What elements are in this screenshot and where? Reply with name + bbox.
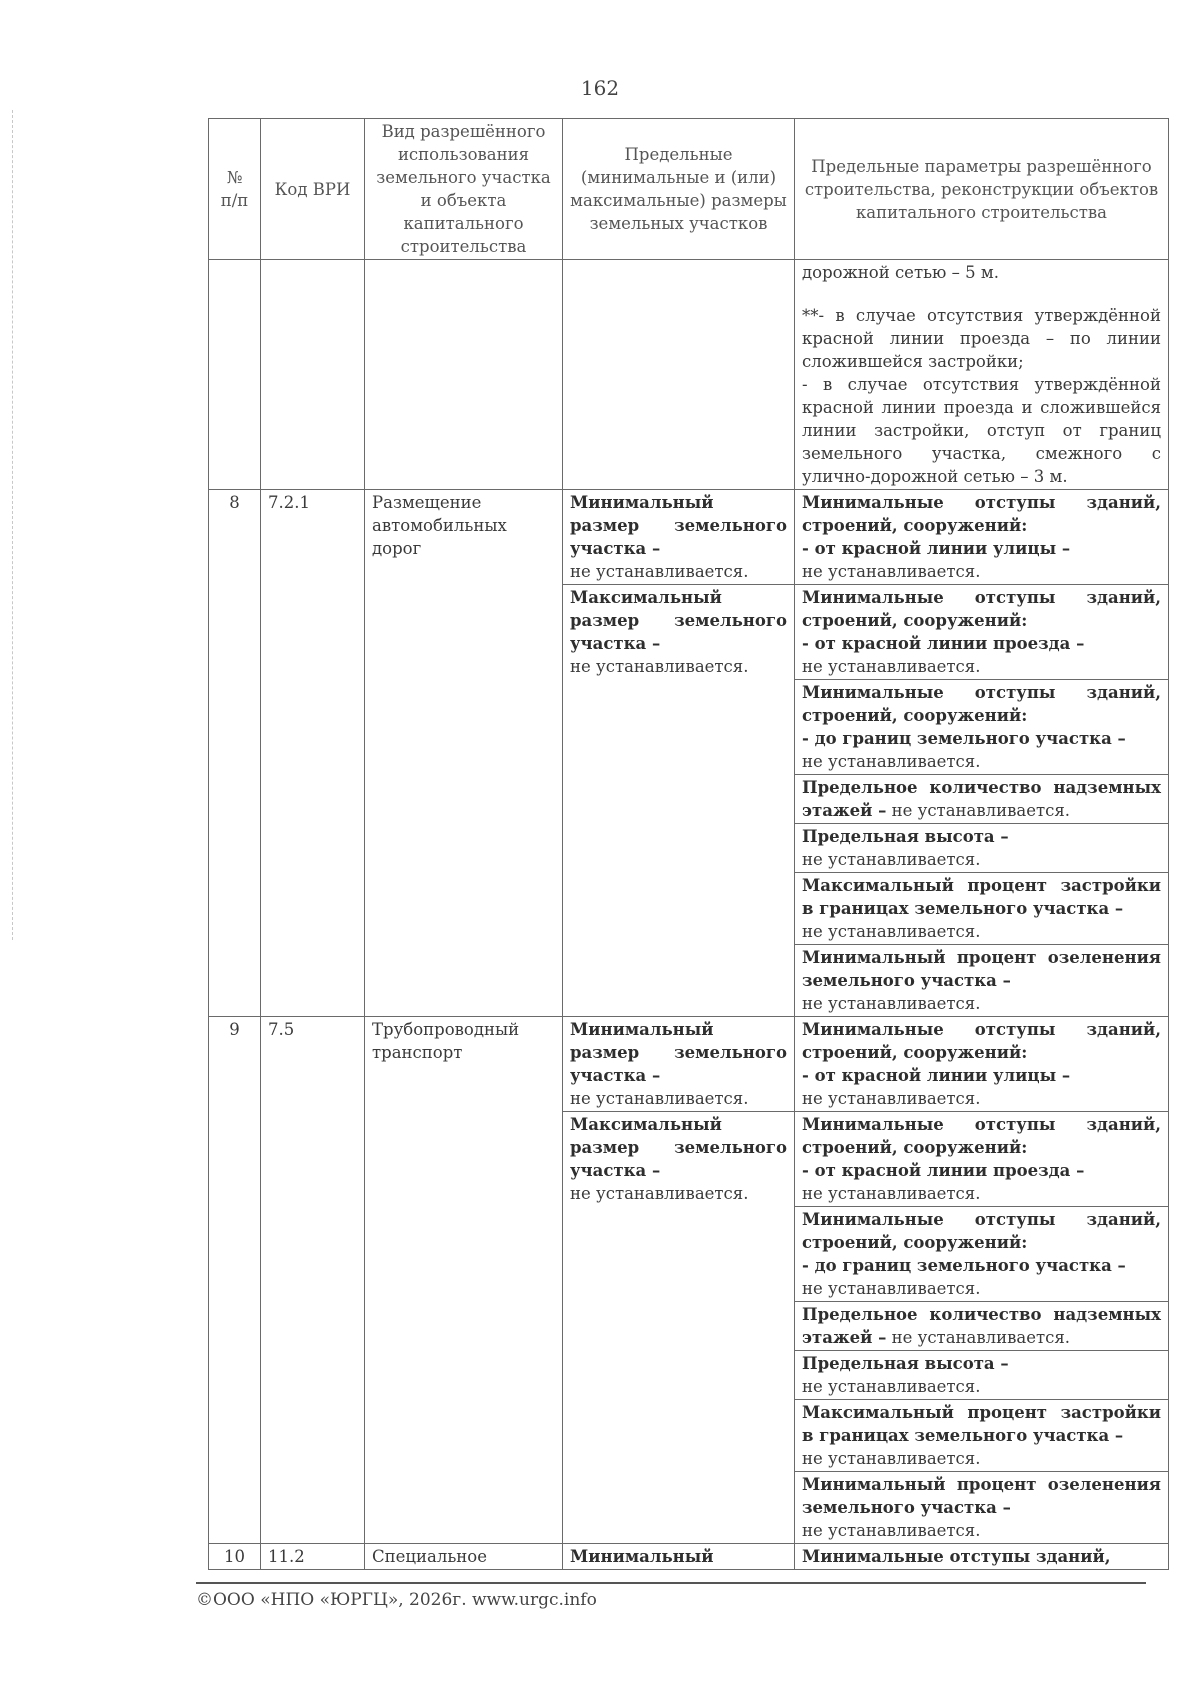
max-size-value: не устанавливается. (570, 657, 749, 676)
param-cell: Минимальные отступы зданий, строений, сооружений: - от красной линии улицы – не устанавливается. (795, 1017, 1169, 1112)
row-code: 7.2.1 (261, 490, 365, 1017)
row-code: 11.2 (261, 1544, 365, 1570)
param-cell: Минимальные отступы зданий, строений, сооружений: - до границ земельного участка – не устанавливается. (795, 1207, 1169, 1302)
param-cell: Минимальные отступы зданий, строений, сооружений: - от красной линии проезда – не устанавливается. (795, 1112, 1169, 1207)
table-row-continuation (209, 260, 1169, 490)
table-row (209, 1544, 1169, 1570)
footer-divider (196, 1582, 1146, 1584)
min-size-title: Минимальный размер земельного участка – (570, 493, 787, 558)
max-size-value: не устанавливается. (570, 1184, 749, 1203)
header-code: Код ВРИ (261, 119, 365, 260)
header-number: № п/п (209, 119, 261, 260)
table-row (209, 490, 1169, 585)
param-cell: Минимальные отступы зданий, строений, сооружений: - от красной линии проезда – не устанавливается. (795, 585, 1169, 680)
margin-scan-marks (12, 110, 17, 940)
row-number: 10 (209, 1544, 261, 1570)
row-use-name: Трубопроводный транспорт (365, 1017, 563, 1544)
max-size-title: Максимальный размер земельного участка – (570, 1115, 787, 1180)
header-plot-size: Предельные (минимальные и (или) максимальные) размеры земельных участков (563, 119, 795, 260)
min-size-value: не устанавливается. (570, 1089, 749, 1108)
row-use-name: Размещение автомобильных дорог (365, 490, 563, 1017)
row-use-name: Специальное (365, 1544, 563, 1570)
param-cell: Минимальные отступы зданий, (795, 1544, 1169, 1570)
min-size-cell (563, 490, 795, 585)
param-cell: Минимальный процент озеленения земельного участка – не устанавливается. (795, 945, 1169, 1017)
row-code: 7.5 (261, 1017, 365, 1544)
param-cell: Предельное количество надземных этажей – не устанавливается. (795, 775, 1169, 824)
row-number: 9 (209, 1017, 261, 1544)
row-number: 8 (209, 490, 261, 1017)
continuation-line-2: **- в случае отсутствия утверждённой красной линии проезда – по линии сложившейся застройки; (802, 306, 1161, 371)
continuation-line-3: - в случае отсутствия утверждённой красной линии проезда и сложившейся линии застройки, отступ от границ земельного участка, смежного с улично-дорожной сетью – 3 м. (802, 375, 1161, 486)
param-cell: Максимальный процент застройки в границах земельного участка – не устанавливается. (795, 1400, 1169, 1472)
land-use-rules-table (208, 118, 1169, 1570)
footer-copyright: ©ООО «НПО «ЮРГЦ», 2026г. www.urgc.info (196, 1590, 597, 1610)
param-cell: Максимальный процент застройки в границах земельного участка – не устанавливается. (795, 873, 1169, 945)
min-size-title: Минимальный размер земельного участка – (570, 1020, 787, 1085)
param-cell: Предельная высота – не устанавливается. (795, 1351, 1169, 1400)
table-header-row (209, 119, 1169, 260)
param-cell: Минимальные отступы зданий, строений, сооружений: - от красной линии улицы – не устанавливается. (795, 490, 1169, 585)
table-row (209, 1017, 1169, 1112)
continuation-cell (795, 260, 1169, 490)
max-size-cell (563, 1112, 795, 1544)
min-size-cell (563, 1017, 795, 1112)
param-cell: Минимальные отступы зданий, строений, сооружений: - до границ земельного участка – не устанавливается. (795, 680, 1169, 775)
page-number: 162 (580, 76, 620, 100)
min-size-value: не устанавливается. (570, 562, 749, 581)
header-use-type: Вид разрешённого использования земельного участка и объекта капитального строительства (365, 119, 563, 260)
param-cell: Предельное количество надземных этажей – не устанавливается. (795, 1302, 1169, 1351)
param-cell: Предельная высота – не устанавливается. (795, 824, 1169, 873)
param-cell: Минимальный процент озеленения земельного участка – не устанавливается. (795, 1472, 1169, 1544)
max-size-cell (563, 585, 795, 1017)
max-size-title: Максимальный размер земельного участка – (570, 588, 787, 653)
min-size-cell: Минимальный (563, 1544, 795, 1570)
continuation-line-1: дорожной сетью – 5 м. (802, 263, 999, 282)
header-build-params: Предельные параметры разрешённого строительства, реконструкции объектов капитального строительства (795, 119, 1169, 260)
